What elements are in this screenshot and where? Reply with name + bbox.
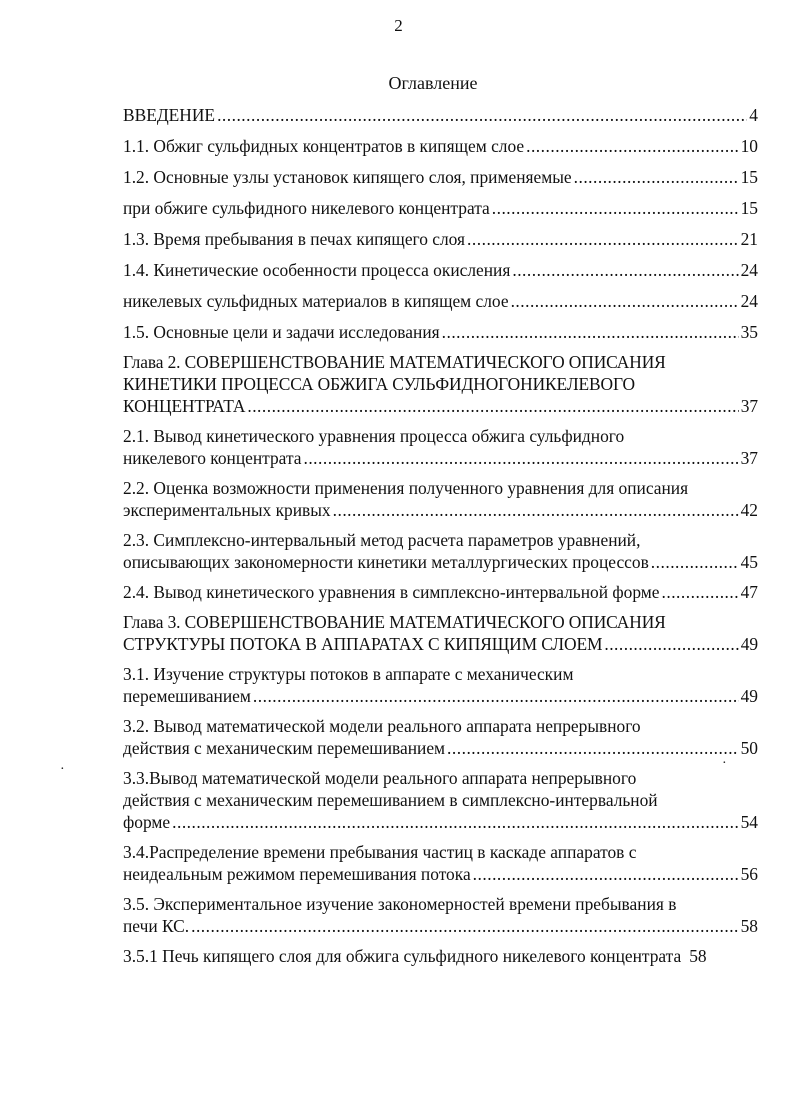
toc-entry-page: 49 [740, 686, 758, 706]
toc-entry-page: 37 [740, 396, 758, 416]
toc-entry-last-line [123, 551, 758, 573]
toc-entry-text: 1.5. Основные цели и задачи исследования [123, 322, 440, 342]
scan-speck: · [722, 756, 727, 771]
toc-entry [123, 259, 758, 281]
dot-leader [442, 321, 739, 343]
dot-leader [172, 811, 738, 833]
dot-leader [473, 863, 739, 885]
toc-entry [123, 945, 758, 967]
toc-entry-line: 3.1. Изучение структуры потоков в аппарате с механическим [123, 664, 574, 684]
toc-entry-text: 1.4. Кинетические особенности процесса окисления [123, 260, 511, 280]
toc-entry-text: описывающих закономерности кинетики металлургических процессов [123, 552, 649, 572]
dot-leader [574, 166, 739, 188]
toc-entry-text: никелевых сульфидных материалов в кипящем слое [123, 291, 509, 311]
toc-entry-last-line [123, 290, 758, 312]
toc-entry-page: 50 [740, 738, 758, 758]
toc-entry-last-line [123, 945, 758, 967]
toc-entry-text: 1.2. Основные узлы установок кипящего слоя, применяемые [123, 167, 572, 187]
toc-entry-page: 47 [740, 582, 758, 602]
dot-leader [511, 290, 739, 312]
toc-entry-last-line [123, 197, 758, 219]
toc-entry-text: печи КС. [123, 916, 190, 936]
toc-entry-page: 15 [740, 198, 758, 218]
toc-entry [123, 197, 758, 219]
dot-leader [253, 685, 739, 707]
toc-entry [123, 581, 758, 603]
toc-entry-last-line [123, 581, 758, 603]
toc-entry-last-line [123, 863, 758, 885]
toc-entry [123, 321, 758, 343]
dot-leader [604, 633, 738, 655]
toc-entry [123, 228, 758, 250]
toc-entry-line: 3.3.Вывод математической модели реального аппарата непрерывного [123, 768, 637, 788]
toc-entry-page: 37 [740, 448, 758, 468]
toc-entry-last-line [123, 228, 758, 250]
toc-entry [123, 290, 758, 312]
toc-entry-text: экспериментальных кривых [123, 500, 331, 520]
toc-entry-last-line [123, 321, 758, 343]
toc-entry-last-line [123, 259, 758, 281]
toc-entry-line: КИНЕТИКИ ПРОЦЕССА ОБЖИГА СУЛЬФИДНОГОНИКЕЛЕВОГО [123, 374, 635, 394]
table-of-contents [123, 104, 758, 967]
dot-leader [247, 395, 738, 417]
toc-entry-page: 42 [740, 500, 758, 520]
dot-leader [651, 551, 739, 573]
toc-entry [123, 477, 758, 521]
toc-entry-text: перемешиванием [123, 686, 251, 706]
toc-entry [123, 715, 758, 759]
toc-entry-last-line [123, 633, 758, 655]
toc-entry-page: 10 [740, 136, 758, 156]
toc-entry-text: КОНЦЕНТРАТА [123, 396, 246, 416]
toc-entry-text: 2.4. Вывод кинетического уравнения в симплексно-интервальной форме [123, 582, 660, 602]
toc-entry-last-line [123, 915, 758, 937]
dot-leader [492, 197, 739, 219]
toc-entry-text: неидеальным режимом перемешивания потока [123, 864, 471, 884]
toc-entry-page: 49 [740, 634, 758, 654]
toc-entry-page: 4 [749, 105, 758, 125]
dot-leader [512, 259, 738, 281]
toc-entry-page: 24 [740, 260, 758, 280]
toc-entry-last-line [123, 685, 758, 707]
toc-entry-line: 3.2. Вывод математической модели реального аппарата непрерывного [123, 716, 641, 736]
toc-entry [123, 611, 758, 655]
toc-title: Оглавление [388, 73, 478, 93]
dot-leader [447, 737, 739, 759]
toc-entry-line: 3.5. Экспериментальное изучение закономерностей времени пребывания в [123, 894, 677, 914]
toc-entry-text: 3.5.1 Печь кипящего слоя для обжига сульфидного никелевого концентрата [123, 946, 682, 966]
toc-entry-last-line [123, 395, 758, 417]
toc-entry [123, 767, 758, 833]
toc-entry [123, 893, 758, 937]
toc-entry-text: ВВЕДЕНИЕ [123, 105, 216, 125]
toc-entry-last-line [123, 811, 758, 833]
toc-entry-page: 54 [740, 812, 758, 832]
toc-entry [123, 425, 758, 469]
toc-entry-page: 35 [740, 322, 758, 342]
toc-entry [123, 166, 758, 188]
dot-leader [526, 135, 739, 157]
toc-entry-text: 1.1. Обжиг сульфидных концентратов в кипящем слое [123, 136, 525, 156]
toc-entry [123, 351, 758, 417]
toc-entry-page: 58 [740, 916, 758, 936]
page-number: 2 [394, 16, 403, 35]
toc-entry-page: 56 [740, 864, 758, 884]
toc-entry [123, 529, 758, 573]
toc-entry [123, 663, 758, 707]
dot-leader [303, 447, 738, 469]
toc-entry-text: форме [123, 812, 171, 832]
toc-entry-text: действия с механическим перемешиванием [123, 738, 446, 758]
toc-entry-line: действия с механическим перемешиванием в симплексно-интервальной [123, 790, 658, 810]
toc-entry-page: 45 [740, 552, 758, 572]
toc-entry-line: 2.2. Оценка возможности применения полученного уравнения для описания [123, 478, 689, 498]
toc-entry-line: Глава 3. СОВЕРШЕНСТВОВАНИЕ МАТЕМАТИЧЕСКОГО ОПИСАНИЯ [123, 612, 666, 632]
toc-entry-last-line [123, 104, 758, 126]
dot-leader [662, 581, 739, 603]
toc-entry [123, 135, 758, 157]
toc-entry-page: 58 [689, 946, 707, 966]
toc-entry [123, 841, 758, 885]
dot-leader [191, 915, 739, 937]
toc-entry-page: 15 [740, 167, 758, 187]
toc-entry-text: никелевого концентрата [123, 448, 302, 468]
toc-entry-page: 21 [740, 229, 758, 249]
toc-entry-text: СТРУКТУРЫ ПОТОКА В АППАРАТАХ С КИПЯЩИМ СЛОЕМ [123, 634, 603, 654]
toc-entry-last-line [123, 447, 758, 469]
toc-entry-last-line [123, 135, 758, 157]
toc-entry-last-line [123, 166, 758, 188]
toc-entry-last-line [123, 499, 758, 521]
toc-entry-line: 2.1. Вывод кинетического уравнения процесса обжига сульфидного [123, 426, 625, 446]
toc-entry-page: 24 [740, 291, 758, 311]
toc-entry [123, 104, 758, 126]
toc-entry-text: 1.3. Время пребывания в печах кипящего слоя [123, 229, 466, 249]
toc-entry-line: Глава 2. СОВЕРШЕНСТВОВАНИЕ МАТЕМАТИЧЕСКОГО ОПИСАНИЯ [123, 352, 666, 372]
toc-entry-line: 2.3. Симплексно-интервальный метод расчета параметров уравнений, [123, 530, 641, 550]
dot-leader [217, 104, 747, 126]
dot-leader [333, 499, 739, 521]
toc-entry-text: при обжиге сульфидного никелевого концентрата [123, 198, 490, 218]
toc-entry-line: 3.4.Распределение времени пребывания частиц в каскаде аппаратов с [123, 842, 637, 862]
scan-speck: · [60, 762, 65, 777]
toc-entry-last-line [123, 737, 758, 759]
dot-leader [467, 228, 739, 250]
